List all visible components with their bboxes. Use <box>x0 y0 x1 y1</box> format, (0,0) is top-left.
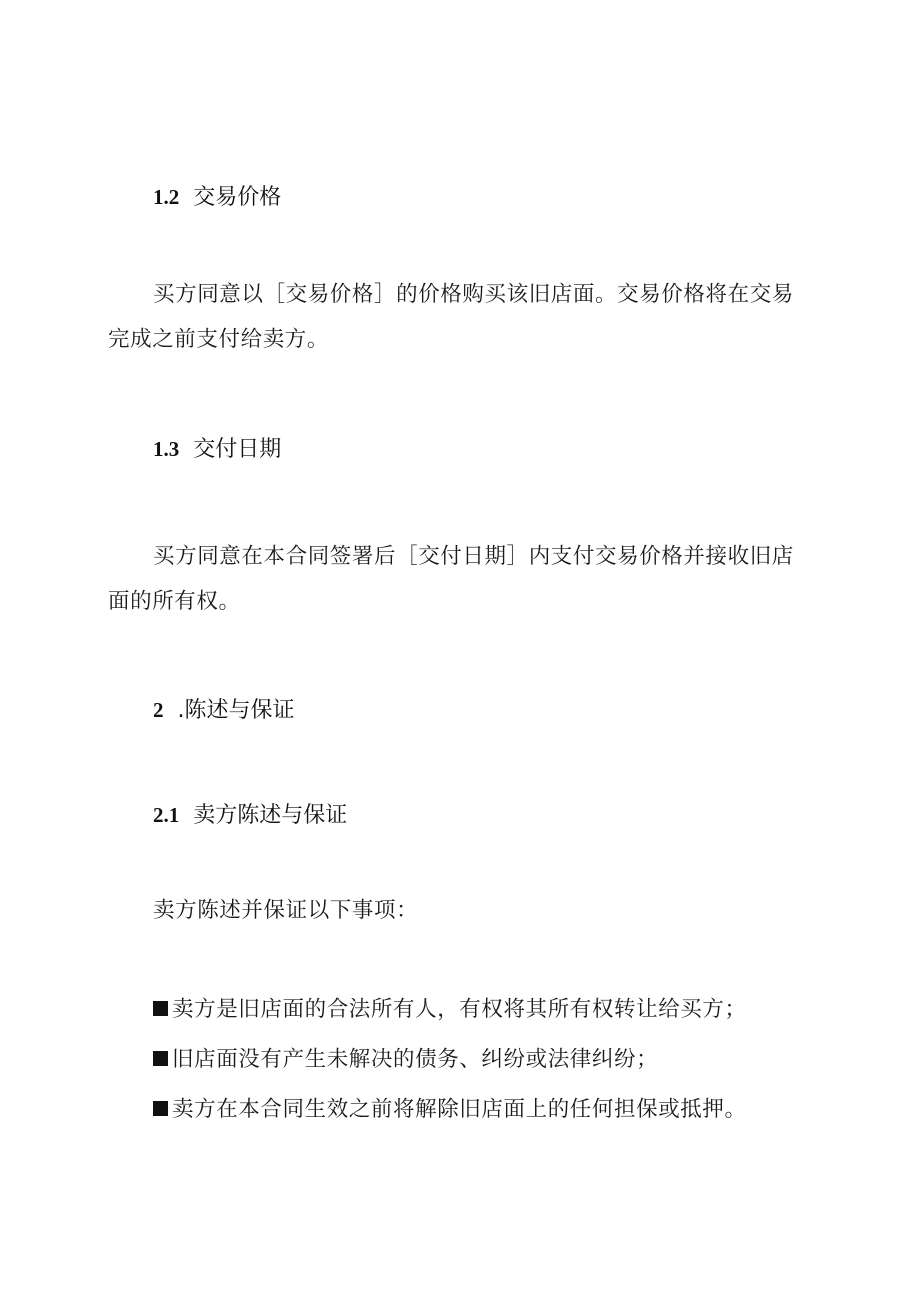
paragraph-trade-price: 买方同意以［交易价格］的价格购买该旧店面。交易价格将在交易完成之前支付给卖方。 <box>108 282 794 352</box>
section-number: 2 <box>153 698 164 722</box>
section-heading-1-3 <box>153 434 281 465</box>
section-heading-2-1 <box>153 800 347 831</box>
paragraph-delivery-date: 买方同意在本合同签署后［交付日期］内支付交易价格并接收旧店面的所有权。 <box>108 544 794 614</box>
section-title: 交易价格 <box>193 185 282 210</box>
section-title: 交付日期 <box>193 437 282 462</box>
section-heading-2 <box>153 695 295 726</box>
section-title: 卖方陈述与保证 <box>193 803 348 828</box>
section-number: 1.2 <box>153 185 180 209</box>
section-number: 1.3 <box>153 437 180 461</box>
list-item <box>153 995 747 1025</box>
black-square-bullet-icon <box>153 1101 168 1116</box>
section-heading-1-2 <box>153 182 281 213</box>
section-title: .陈述与保证 <box>177 698 295 723</box>
list-item <box>153 1045 658 1075</box>
paragraph-seller-statement: 卖方陈述并保证以下事项： <box>153 898 419 923</box>
list-item <box>153 1095 747 1125</box>
list-item-text: 旧店面没有产生未解决的债务、纠纷或法律纠纷； <box>172 1047 659 1072</box>
black-square-bullet-icon <box>153 1001 168 1016</box>
list-item-text: 卖方在本合同生效之前将解除旧店面上的任何担保或抵押。 <box>172 1097 747 1122</box>
section-number: 2.1 <box>153 803 180 827</box>
black-square-bullet-icon <box>153 1051 168 1066</box>
list-item-text: 卖方是旧店面的合法所有人，有权将其所有权转让给买方； <box>172 997 747 1022</box>
